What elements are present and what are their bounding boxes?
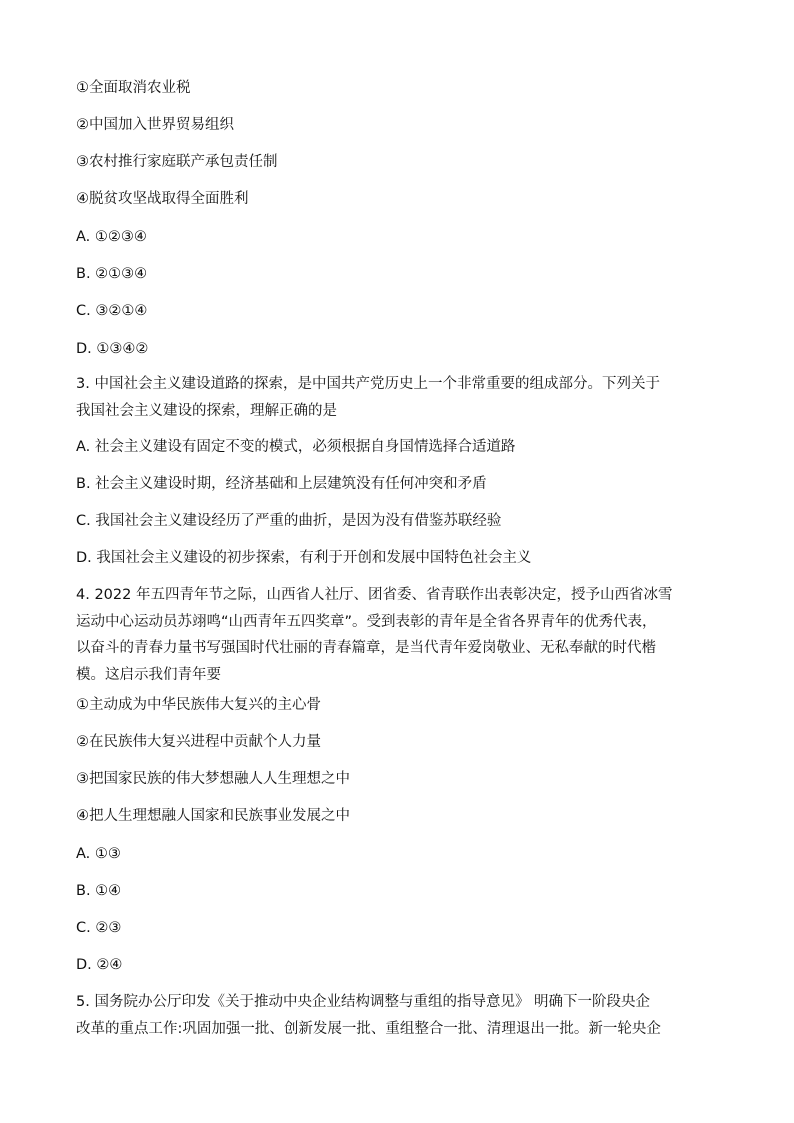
choice-d: D. ①③④②: [76, 341, 149, 357]
question-3-choice-a: A. 社会主义建设有固定不变的模式，必须根据自身国情选择合适道路: [76, 439, 516, 455]
option-item-4: ④脱贫攻坚战取得全面胜利: [76, 191, 249, 207]
question-4-stem: [76, 582, 718, 688]
question-4-choice-c: C. ②③: [76, 920, 122, 936]
question-3-choice-d: D. 我国社会主义建设的初步探索，有利于开创和发展中国特色社会主义: [76, 550, 532, 566]
question-3-choice-c: C. 我国社会主义建设经历了严重的曲折，是因为没有借鉴苏联经验: [76, 513, 502, 529]
question-3-stem: [76, 371, 718, 424]
question-5-stem: [76, 989, 718, 1042]
choice-b: B. ②①③④: [76, 266, 148, 282]
question-3-line-1: 3. 中国社会主义建设道路的探索，是中国共产党历史上一个非常重要的组成部分。下列关于: [76, 376, 660, 392]
question-4-statement-1: ①主动成为中华民族伟大复兴的主心骨: [76, 697, 321, 713]
question-4-statement-2: ②在民族伟大复兴进程中贡献个人力量: [76, 734, 321, 750]
question-4-line-1: 4. 2022 年五四青年节之际，山西省人社厅、团省委、省青联作出表彰决定，授予山西省冰雪: [76, 587, 673, 603]
option-item-3: ③农村推行家庭联产承包责任制: [76, 154, 278, 170]
choice-a: A. ①②③④: [76, 229, 147, 245]
option-item-1: ①全面取消农业税: [76, 80, 191, 96]
question-4-choice-d: D. ②④: [76, 957, 123, 973]
question-4-line-2: 运动中心运动员苏翊鸣“山西青年五四奖章”。受到表彰的青年是全省各界青年的优秀代表，: [76, 613, 657, 630]
question-4-line-4: 模。这启示我们青年要: [76, 666, 221, 683]
question-4-choice-a: A. ①③: [76, 846, 121, 862]
question-3-line-2: 我国社会主义建设的探索，理解正确的是: [76, 402, 337, 419]
question-4-choice-b: B. ①④: [76, 883, 122, 899]
question-5-line-2: 改革的重点工作:巩固加强一批、创新发展一批、重组整合一批、清理退出一批。新一轮央企: [76, 1020, 661, 1037]
question-4-statement-3: ③把国家民族的伟大梦想融人人生理想之中: [76, 771, 350, 787]
question-3-choice-b: B. 社会主义建设时期，经济基础和上层建筑没有任何冲突和矛盾: [76, 476, 487, 492]
question-5-line-1: 5. 国务院办公厅印发《关于推动中央企业结构调整与重组的指导意见》 明确下一阶段央企: [76, 994, 651, 1010]
choice-c: C. ③②①④: [76, 303, 148, 319]
question-4-statement-4: ④把人生理想融人国家和民族事业发展之中: [76, 808, 350, 824]
option-item-2: ②中国加入世界贸易组织: [76, 117, 234, 133]
question-4-line-3: 以奋斗的青春力量书写强国时代壮丽的青春篇章，是当代青年爱岗敬业、无私奉献的时代楷: [76, 640, 656, 656]
